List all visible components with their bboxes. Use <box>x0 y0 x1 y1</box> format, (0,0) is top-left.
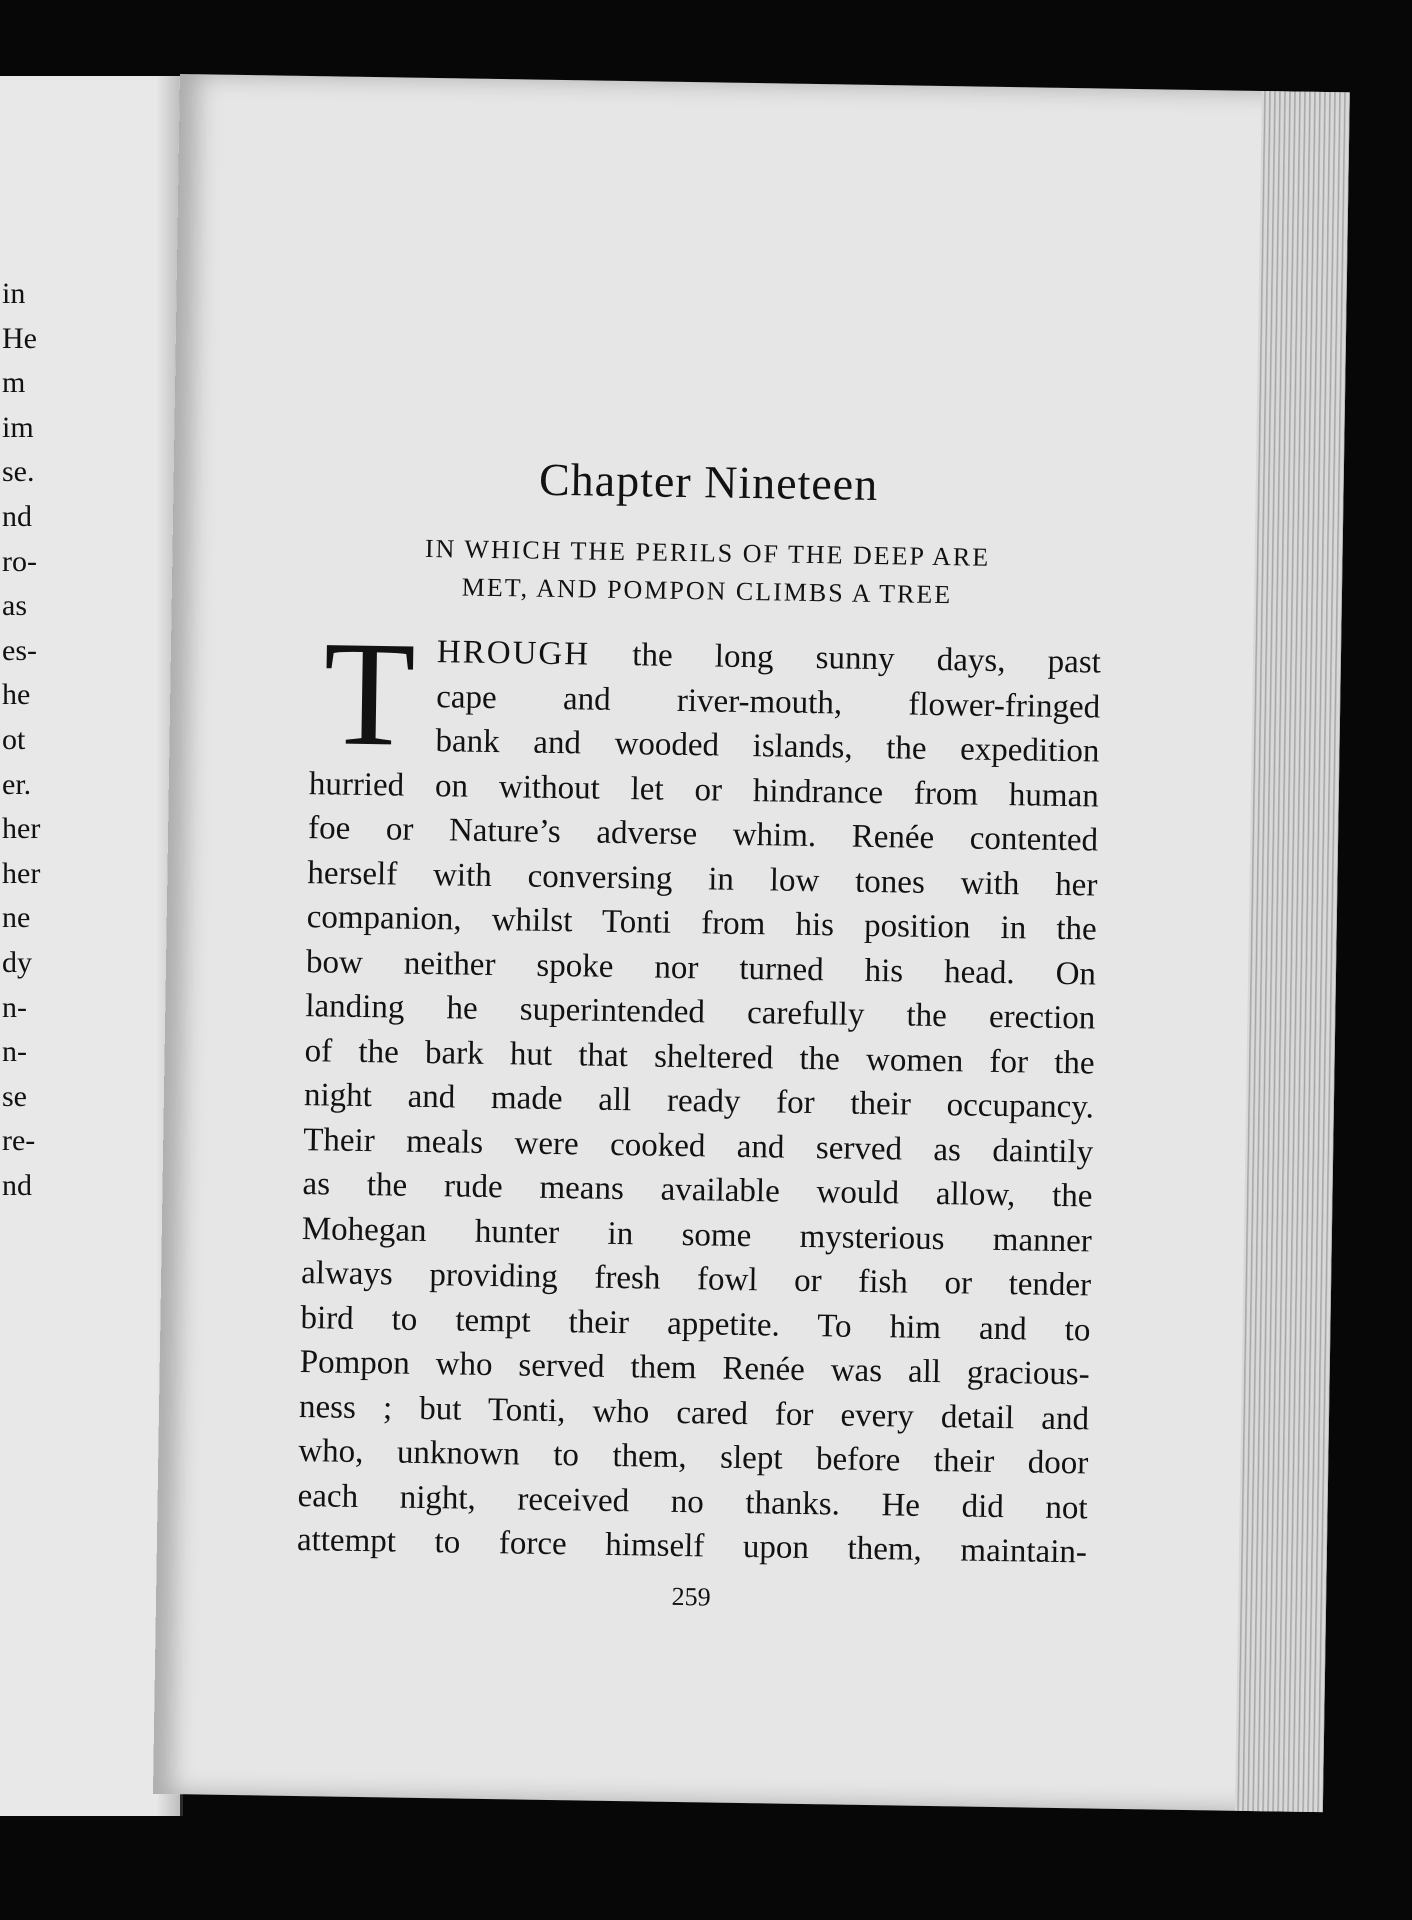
left-line-fragment: he <box>2 678 31 712</box>
left-line-fragment: in <box>2 277 26 310</box>
text-line-rest: the long sunny days, past <box>632 637 1102 681</box>
text-line: landing he superintended carefully the erection <box>305 988 1096 1037</box>
text-line: of the bark hut that sheltered the women for the <box>304 1032 1095 1081</box>
left-line-fragment: nd <box>2 499 32 533</box>
text-line: ness ; but Tonti, who cared for every detail and <box>298 1388 1090 1437</box>
text-line: bird to tempt their appetite. To him and to <box>300 1299 1091 1348</box>
left-line-fragment: n- <box>2 990 27 1024</box>
text-line: attempt to force himself upon them, maintain- <box>296 1522 1088 1571</box>
first-word: HROUGH <box>436 634 591 673</box>
text-line: bow neither spoke nor turned his head. On <box>305 943 1097 992</box>
left-line-fragment: ot <box>2 722 26 756</box>
page-content <box>296 446 1104 1621</box>
left-line-fragment: re- <box>2 1124 36 1158</box>
left-line-fragment: nd <box>2 1168 32 1202</box>
subtitle-line: IN WHICH THE PERILS OF THE DEEP ARE <box>424 533 991 572</box>
left-line-fragment: ro- <box>2 544 37 578</box>
left-line-fragment: her <box>2 812 41 846</box>
text-line: night and made all ready for their occupancy. <box>303 1077 1095 1126</box>
text-line: bank and wooded islands, the expedition <box>435 723 1100 770</box>
text-line: Pompon who served them Renée was all gracious- <box>299 1344 1090 1393</box>
text-line: each night, received no thanks. He did not <box>297 1477 1088 1526</box>
chapter-subtitle <box>312 528 1103 616</box>
left-line-fragment: ne <box>2 901 31 935</box>
text-line: Mohegan hunter in some mysterious manner <box>301 1210 1093 1259</box>
left-line-fragment: im <box>2 410 34 444</box>
text-line: companion, whilst Tonti from his position in the <box>306 899 1097 948</box>
text-line: who, unknown to them, slept before their door <box>298 1433 1089 1482</box>
left-line-fragment: er. <box>2 767 32 801</box>
left-line-fragment: as <box>2 589 27 623</box>
page-number: 259 <box>671 1581 711 1612</box>
text-line: herself with conversing in low tones with her <box>307 854 1098 904</box>
body-text <box>296 610 1102 1575</box>
left-line-fragment: He <box>2 321 37 355</box>
left-line-fragment: n- <box>2 1035 27 1069</box>
drop-cap: T <box>322 610 417 778</box>
left-line-fragment: se <box>2 1079 27 1113</box>
left-page <box>0 76 183 1816</box>
text-line: as the rude means available would allow, the <box>302 1166 1093 1215</box>
page-edges <box>1235 91 1350 1812</box>
text-line: cape and river-mouth, flower-fringed <box>435 678 1101 726</box>
right-page <box>153 74 1350 1812</box>
left-line-fragment: dy <box>2 945 32 979</box>
left-page-text <box>0 272 180 1208</box>
chapter-title: Chapter Nineteen <box>538 453 879 511</box>
text-line: hurried on without let or hindrance from human <box>308 765 1100 815</box>
text-line: Their meals were cooked and served as daintily <box>302 1121 1094 1170</box>
subtitle-line: MET, AND POMPON CLIMBS A TREE <box>461 572 953 610</box>
left-line-fragment: es- <box>2 633 37 667</box>
left-line-fragment: se. <box>2 455 35 489</box>
text-line: foe or Nature’s adverse whim. Renée contented <box>307 810 1099 859</box>
left-line-fragment: her <box>2 856 41 890</box>
text-line: always providing fresh fowl or fish or tender <box>300 1255 1092 1304</box>
left-line-fragment: m <box>2 366 26 400</box>
